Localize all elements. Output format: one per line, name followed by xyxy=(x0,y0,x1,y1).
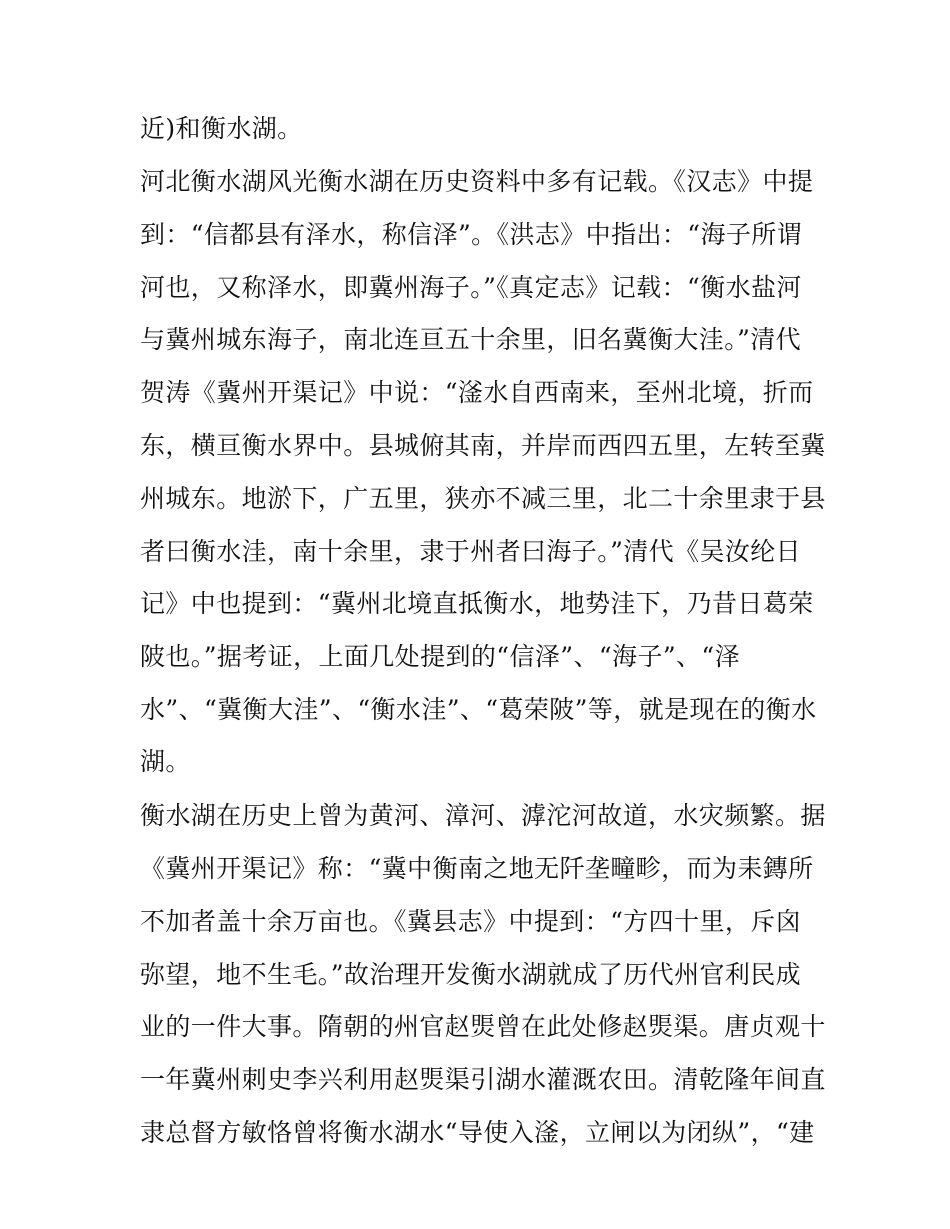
text-line: 弥望，地不生毛。”故治理开发衡水湖就成了历代州官利民成 xyxy=(140,960,802,989)
text-line: 者曰衡水洼，南十余里，隶于州者曰海子。”清代《吴汝纶日 xyxy=(140,537,802,566)
text-line: 到：“信都县有泽水，称信泽”。《洪志》中指出：“海子所谓 xyxy=(140,220,803,249)
text-line: 衡水湖在历史上曾为黄河、漳河、滹沱河故道，水灾频繁。据 xyxy=(140,801,826,830)
text-line: 水”、“冀衡大洼”、“衡水洼”、“葛荣陂”等，就是现在的衡水 xyxy=(140,695,817,724)
text-line: 业的一件大事。隋朝的州官赵煚曾在此处修赵煚渠。唐贞观十 xyxy=(140,1012,826,1041)
text-line: 记》中也提到：“冀州北境直抵衡水，地势洼下，乃昔日葛荣 xyxy=(140,589,814,618)
text-line: 东，横亘衡水界中。县城俯其南，并岸而西四五里，左转至冀 xyxy=(140,431,826,460)
text-line: 湖。 xyxy=(140,747,191,776)
text-line: 不加者盖十余万亩也。《冀县志》中提到：“方四十里，斥囟 xyxy=(140,907,802,936)
text-line: 近)和衡水湖。 xyxy=(140,114,303,143)
text-line: 一年冀州刺史李兴利用赵煚渠引湖水灌溉农田。清乾隆年间直 xyxy=(140,1065,826,1094)
text-line: 河也，又称泽水，即冀州海子。”《真定志》记载：“衡水盐河 xyxy=(140,273,802,302)
text-line: 州城东。地淤下，广五里，狭亦不减三里，北二十余里隶于县 xyxy=(140,484,826,513)
text-line: 《冀州开渠记》称：“冀中衡南之地无阡垄疃畛，而为耒鏄所 xyxy=(140,854,814,883)
text-line: 河北衡水湖风光衡水湖在历史资料中多有记载。《汉志》中提 xyxy=(140,167,814,196)
text-line: 贺涛《冀州开渠记》中说：“滏水自西南来，至州北境，折而 xyxy=(140,378,814,407)
text-line: 陂也。”据考证，上面几处提到的“信泽”、“海子”、“泽 xyxy=(140,642,740,671)
text-line: 与冀州城东海子，南北连亘五十余里，旧名冀衡大洼。”清代 xyxy=(140,325,802,354)
text-line: 隶总督方敏恪曾将衡水湖水“导使入滏，立闸以为闭纵”，“建 xyxy=(140,1118,815,1147)
